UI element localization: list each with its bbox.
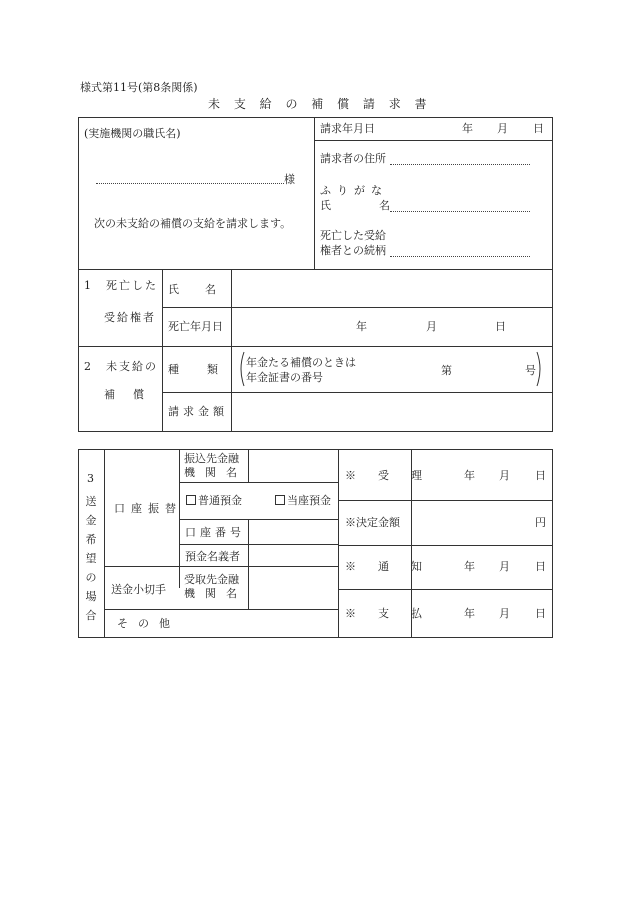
- deceased-name-label: 氏名: [168, 283, 242, 296]
- agency-label: (実施機関の職氏名): [84, 127, 181, 140]
- address-label: 請求者の住所: [320, 152, 386, 165]
- received-day: 日: [535, 469, 546, 482]
- death-month-label: 月: [426, 320, 437, 333]
- ordinary-deposit-checkbox[interactable]: 普通預金: [186, 494, 242, 507]
- amount-label: 請求金額: [168, 405, 228, 418]
- furigana-label: ふりがな: [320, 184, 388, 197]
- notice-month: 月: [499, 560, 510, 573]
- death-date-label: 死亡年月日: [168, 320, 223, 333]
- account-number-label: 口座番号: [185, 526, 245, 539]
- section3-number: 3: [87, 472, 94, 485]
- section2-label-1: 2 未支給の: [84, 360, 158, 373]
- bank-label-1: 振込先金融: [184, 452, 239, 465]
- notice-year: 年: [464, 560, 475, 573]
- bank-label-2: 機関名: [184, 466, 247, 479]
- notice-label: ※通知: [345, 560, 444, 573]
- request-year-label: 年: [462, 122, 473, 135]
- decided-amount-label: ※決定金額: [345, 516, 400, 529]
- sama-label: 様: [284, 173, 295, 186]
- dai-label: 第: [441, 364, 452, 377]
- relation-label-1: 死亡した受給: [320, 229, 386, 242]
- section1-label-2: 受給権者: [104, 311, 156, 324]
- request-date-label: 請求年月日: [320, 122, 375, 135]
- request-day-label: 日: [533, 122, 544, 135]
- form-title: 未 支 給 の 補 償 請 求 書: [208, 97, 432, 111]
- payment-month: 月: [499, 607, 510, 620]
- type-note-2: 年金証書の番号: [246, 371, 323, 384]
- payment-day: 日: [535, 607, 546, 620]
- request-month-label: 月: [497, 122, 508, 135]
- relation-label-2: 権者との続柄: [320, 244, 386, 257]
- form-number: 様式第11号(第8条関係): [80, 81, 198, 94]
- section2-label-2: 補償: [104, 388, 162, 401]
- transfer-label: 口座振替: [114, 502, 182, 515]
- address-field[interactable]: [390, 164, 530, 165]
- section1-label-1: 1 死亡した: [84, 279, 158, 292]
- recv-bank-label-2: 機関名: [184, 587, 247, 600]
- claimant-name-field[interactable]: [390, 211, 530, 212]
- left-paren-icon: [237, 351, 245, 387]
- right-paren-icon: [536, 351, 544, 387]
- other-label: その他: [117, 617, 180, 630]
- checkbox-icon: [275, 495, 285, 505]
- received-label: ※受理: [345, 469, 444, 482]
- section3-vertical-label: 送 金 希 望 の 場 合: [85, 495, 97, 622]
- type-note-1: 年金たる補償のときは: [246, 356, 356, 369]
- checkbox-icon: [186, 495, 196, 505]
- received-month: 月: [499, 469, 510, 482]
- payment-year: 年: [464, 607, 475, 620]
- death-year-label: 年: [356, 320, 367, 333]
- yen-label: 円: [535, 516, 546, 529]
- death-day-label: 日: [495, 320, 506, 333]
- check-label: 送金小切手: [111, 583, 166, 596]
- received-year: 年: [464, 469, 475, 482]
- relation-field[interactable]: [390, 256, 530, 257]
- holder-label: 預金名義者: [185, 550, 240, 563]
- payment-label: ※支払: [345, 607, 444, 620]
- agency-name-field[interactable]: [96, 183, 284, 184]
- current-deposit-checkbox[interactable]: 当座預金: [275, 494, 331, 507]
- claimant-name-label: 氏名: [320, 199, 438, 212]
- recv-bank-label-1: 受取先金融: [184, 573, 239, 586]
- type-label: 種類: [168, 363, 246, 376]
- request-statement: 次の未支給の補償の支給を請求します。: [94, 217, 292, 230]
- go-label: 号: [525, 364, 536, 377]
- notice-day: 日: [535, 560, 546, 573]
